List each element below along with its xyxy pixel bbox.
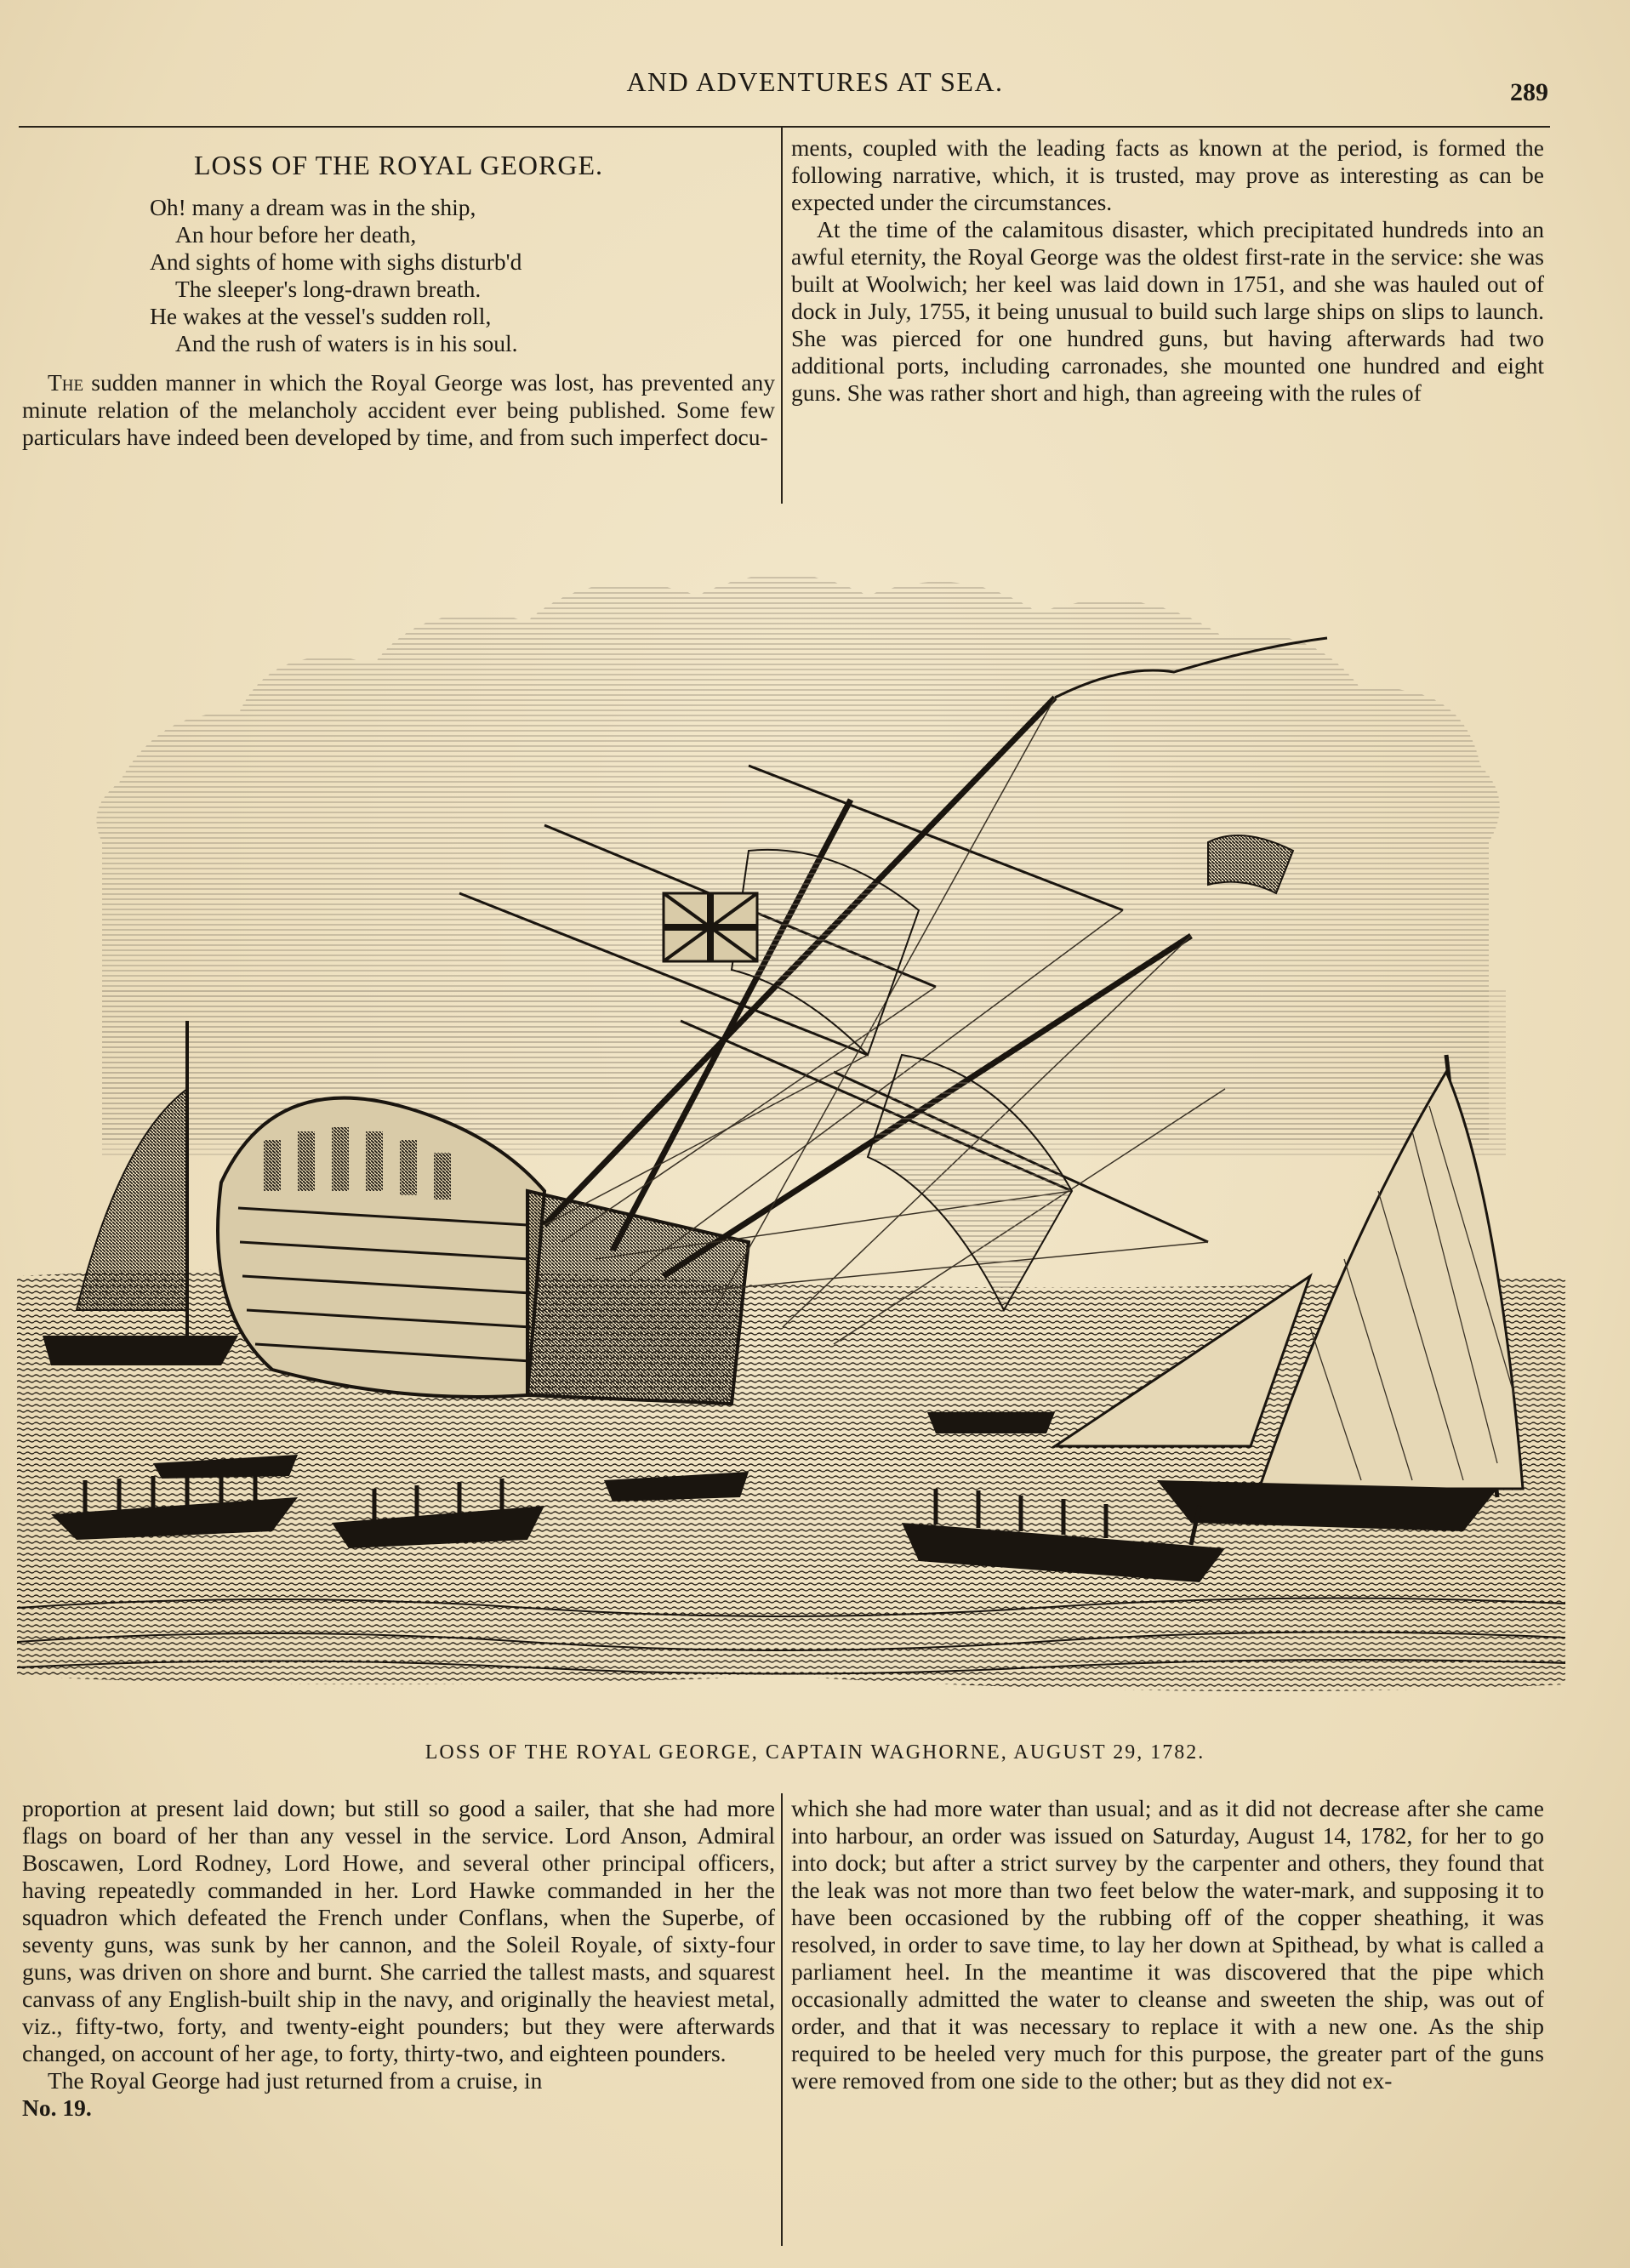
lead-word: The <box>48 369 84 396</box>
engraving-caption: LOSS OF THE ROYAL GEORGE, CAPTAIN WAGHORNE, AUGUST 29, 1782. <box>425 1741 1205 1764</box>
poem-line: He wakes at the vessel's sudden roll, <box>150 303 492 329</box>
paragraph: At the time of the calamitous disaster, which precipitated hundreds into an awful eternity, the Royal George was the oldest first-rate in the service: she was built at Woolwich; her keel was laid down in 1751, and she was hauled out of dock in July, 1755, it being unusual to build such large ships on slips to launch. She was pierced for one hundred guns, but having afterwards had two additional ports, including carronades, she mounted one hundred and eight guns. She was rather short and high, than agreeing with the rules of <box>791 216 1544 406</box>
column-divider <box>781 128 783 504</box>
bottom-right-column <box>791 1795 1544 2094</box>
bottom-left-column <box>22 1795 775 2122</box>
top-right-column <box>791 134 1544 407</box>
column-divider <box>781 1793 783 2246</box>
page-number: 289 <box>1510 78 1548 106</box>
paragraph-intro-body: sudden manner in which the Royal George was lost, has prevented any minute relation of the melancholy accident ever being published. Some few particulars have indeed been developed by time, and from such imperfect docu- <box>22 369 775 450</box>
poem-line: Oh! many a dream was in the ship, <box>150 194 476 220</box>
top-left-column <box>22 129 775 451</box>
issue-number: No. 19. <box>22 2094 92 2121</box>
poem <box>150 194 775 357</box>
paragraph: which she had more water than usual; and as it did not decrease after she came into harbour, an order was issued on Saturday, August 14, 1782, for her to go into dock; but after a strict survey by the carpenter and others, they found that the leak was not more than two feet below the water-mark, and supposing it to have been occasioned by the rubbing off of the copper sheathing, it was resolved, in order to save time, to lay her down at Spithead, by what is called a parliament heel. In the meantime it was discovered that the pipe which occasionally admitted the water to cleanse and sweeten the ship, was out of order, and that it was necessary to replace it with a new one. As the ship required to be heeled very much for this purpose, the greater part of the guns were removed from one side to the other; but as they did not ex- <box>791 1795 1544 2094</box>
poem-line: And the rush of waters is in his soul. <box>175 330 518 356</box>
paragraph: The Royal George had just returned from a cruise, in <box>48 2067 543 2094</box>
article-title: LOSS OF THE ROYAL GEORGE. <box>193 150 604 180</box>
ship-engraving <box>17 544 1565 1718</box>
paragraph-intro <box>22 369 775 451</box>
header-rule <box>19 126 1550 128</box>
poem-line: The sleeper's long-drawn breath. <box>175 276 482 302</box>
paragraph: ments, coupled with the leading facts as known at the period, is formed the following narrative, which, it is trusted, may prove as interesting as can be expected under the circumstances. <box>791 134 1544 215</box>
running-head: AND ADVENTURES AT SEA. <box>626 66 1004 97</box>
poem-line: An hour before her death, <box>175 221 417 248</box>
poem-line: And sights of home with sighs disturb'd <box>150 248 522 275</box>
paragraph: proportion at present laid down; but still so good a sailer, that she had more flags on board of her than any vessel in the service. Lord Anson, Admiral Boscawen, Lord Rodney, Lord Howe, and several other principal officers, having repeatedly commanded in her. Lord Hawke commanded in her the squadron which defeated the French under Conflans, when the Superbe, of seventy guns, was sunk by her cannon, and the Soleil Royale, of sixty-four guns, was driven on shore and burnt. She carried the tallest masts, and squarest canvass of any English-built ship in the navy, and originally the heaviest metal, viz., fifty-two, forty, and twenty-eight pounders; but they were afterwards changed, on account of her age, to forty, thirty-two, and eighteen pounders. <box>22 1795 775 2066</box>
